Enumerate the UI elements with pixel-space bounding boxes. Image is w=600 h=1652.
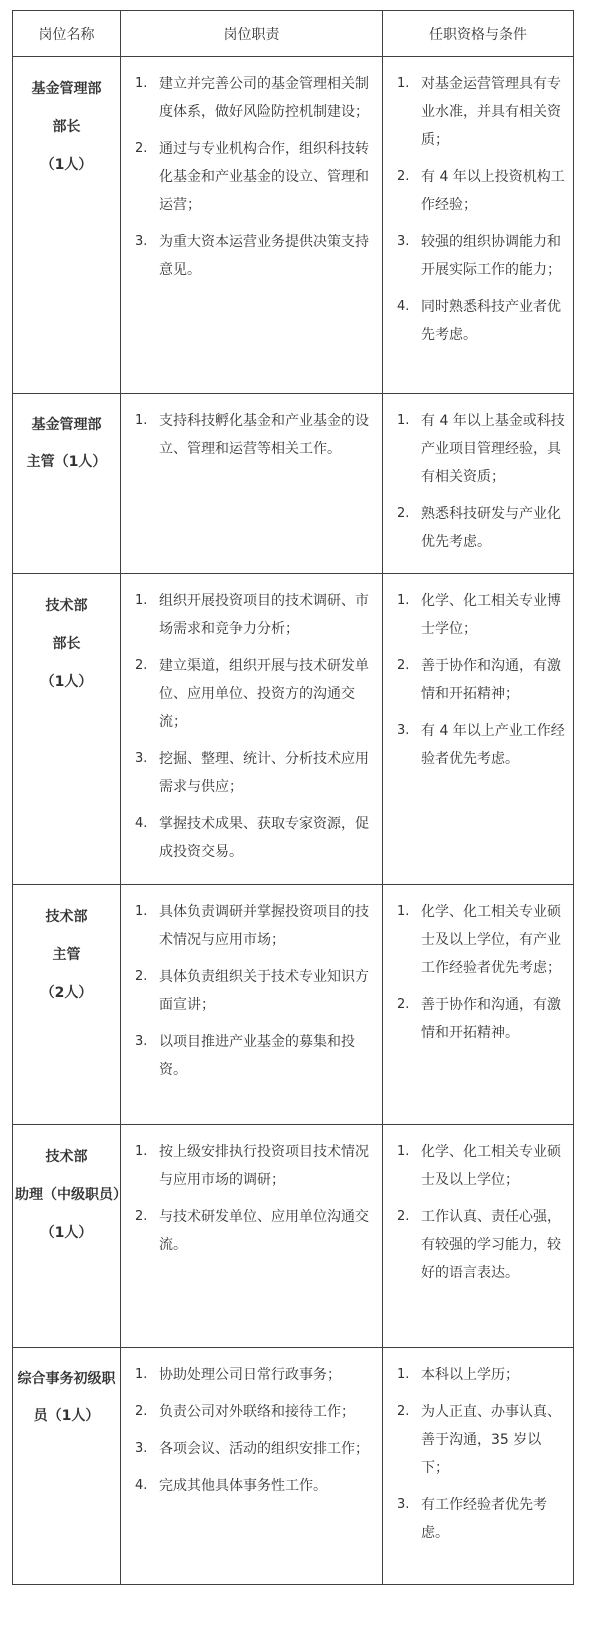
item-text: 有工作经验者优先考虑。 xyxy=(421,1497,547,1541)
position-name-cell xyxy=(13,574,121,885)
table-row xyxy=(13,1125,574,1348)
position-name-line: 助理（中级职员） xyxy=(15,1187,127,1203)
table-header-row xyxy=(13,11,574,57)
item-number: 2. xyxy=(397,658,410,673)
item-number: 2. xyxy=(135,658,148,673)
item-text: 本科以上学历； xyxy=(421,1367,519,1383)
table-row xyxy=(13,574,574,885)
list-item xyxy=(121,1028,376,1084)
item-text: 善于协作和沟通，有激情和开拓精神； xyxy=(421,658,561,702)
qualifications-cell xyxy=(383,1125,574,1348)
duties-cell xyxy=(121,1348,383,1585)
item-number: 3. xyxy=(397,234,410,249)
header-position-name: 岗位名称 xyxy=(13,11,121,57)
list-item xyxy=(121,963,376,1019)
position-name-line: 员（1人） xyxy=(33,1408,100,1424)
item-text: 通过与专业机构合作，组织科技转化基金和产业基金的设立、管理和运营； xyxy=(159,141,369,213)
list-item xyxy=(121,1203,376,1259)
list-item xyxy=(383,500,567,556)
item-text: 建立渠道，组织开展与技术研发单位、应用单位、投资方的沟通交流； xyxy=(159,658,369,730)
list-item xyxy=(383,587,567,643)
list-item xyxy=(121,587,376,643)
item-number: 1. xyxy=(397,1144,410,1159)
item-number: 2. xyxy=(397,1209,410,1224)
list-item xyxy=(383,1398,567,1482)
item-number: 3. xyxy=(135,1034,148,1049)
item-number: 3. xyxy=(397,1497,410,1512)
table-row xyxy=(13,57,574,394)
list-item xyxy=(121,1472,376,1500)
item-text: 化学、化工相关专业博士学位； xyxy=(421,593,561,637)
item-text: 有 4 年以上产业工作经验者优先考虑。 xyxy=(421,723,565,767)
duties-list xyxy=(121,407,376,463)
qualifications-list xyxy=(383,70,567,349)
item-number: 3. xyxy=(135,1441,148,1456)
position-name-line: 综合事务初级职 xyxy=(17,1371,116,1387)
list-item xyxy=(383,163,567,219)
position-name-line: （1人） xyxy=(40,1225,93,1241)
qualifications-cell xyxy=(383,394,574,574)
item-number: 1. xyxy=(397,413,410,428)
list-item xyxy=(383,293,567,349)
list-item xyxy=(121,135,376,219)
position-name-line: 部长 xyxy=(52,119,81,135)
position-name-cell xyxy=(13,1348,121,1585)
item-text: 完成其他具体事务性工作。 xyxy=(159,1478,327,1494)
qualifications-cell xyxy=(383,885,574,1125)
table-body xyxy=(13,57,574,1585)
qualifications-list xyxy=(383,1361,567,1547)
item-text: 建立并完善公司的基金管理相关制度体系，做好风险防控机制建设； xyxy=(159,76,369,120)
position-name-cell xyxy=(13,57,121,394)
duties-list xyxy=(121,70,376,284)
item-number: 1. xyxy=(397,1367,410,1382)
item-number: 3. xyxy=(135,234,148,249)
item-number: 2. xyxy=(135,1404,148,1419)
item-text: 按上级安排执行投资项目技术情况与应用市场的调研； xyxy=(159,1144,369,1188)
table-row xyxy=(13,885,574,1125)
item-number: 2. xyxy=(397,1404,410,1419)
item-number: 2. xyxy=(135,969,148,984)
item-text: 负责公司对外联络和接待工作； xyxy=(159,1404,355,1420)
list-item xyxy=(121,1138,376,1194)
item-text: 支持科技孵化基金和产业基金的设立、管理和运营等相关工作。 xyxy=(159,413,369,457)
list-item xyxy=(121,810,376,866)
item-text: 有 4 年以上基金或科技产业项目管理经验，具有相关资质； xyxy=(421,413,565,485)
item-text: 工作认真、责任心强，有较强的学习能力，较好的语言表达。 xyxy=(421,1209,561,1281)
qualifications-cell xyxy=(383,57,574,394)
table-row xyxy=(13,1348,574,1585)
duties-list xyxy=(121,1138,376,1259)
item-number: 2. xyxy=(135,1209,148,1224)
list-item xyxy=(121,407,376,463)
item-number: 4. xyxy=(135,1478,148,1493)
duties-cell xyxy=(121,885,383,1125)
position-name-cell xyxy=(13,394,121,574)
item-text: 掌握技术成果、获取专家资源，促成投资交易。 xyxy=(159,816,369,860)
duties-cell xyxy=(121,574,383,885)
item-text: 对基金运营管理具有专业水准，并具有相关资质； xyxy=(421,76,561,148)
item-text: 协助处理公司日常行政事务； xyxy=(159,1367,341,1383)
item-number: 1. xyxy=(135,413,148,428)
list-item xyxy=(383,717,567,773)
list-item xyxy=(121,652,376,736)
item-text: 组织开展投资项目的技术调研、市场需求和竞争力分析； xyxy=(159,593,369,637)
item-text: 具体负责组织关于技术专业知识方面宣讲； xyxy=(159,969,369,1013)
list-item xyxy=(383,652,567,708)
position-name-line: （2人） xyxy=(40,985,93,1001)
item-number: 1. xyxy=(397,904,410,919)
item-text: 以项目推进产业基金的募集和投资。 xyxy=(159,1034,355,1078)
list-item xyxy=(121,745,376,801)
position-name-line: 技术部 xyxy=(45,909,88,925)
item-number: 1. xyxy=(135,1144,148,1159)
list-item xyxy=(383,407,567,491)
item-number: 1. xyxy=(135,593,148,608)
item-number: 4. xyxy=(135,816,148,831)
item-number: 3. xyxy=(397,723,410,738)
qualifications-list xyxy=(383,407,567,556)
duties-cell xyxy=(121,394,383,574)
duties-cell xyxy=(121,57,383,394)
list-item xyxy=(383,70,567,154)
header-qualifications: 任职资格与条件 xyxy=(383,11,574,57)
position-name-line: （1人） xyxy=(40,674,93,690)
job-positions-table xyxy=(12,10,574,1585)
position-name-line: 基金管理部 xyxy=(31,417,102,433)
qualifications-list xyxy=(383,898,567,1047)
item-text: 有 4 年以上投资机构工作经验； xyxy=(421,169,565,213)
position-name-cell xyxy=(13,1125,127,1348)
list-item xyxy=(383,228,567,284)
item-text: 较强的组织协调能力和开展实际工作的能力； xyxy=(421,234,561,278)
item-text: 善于协作和沟通，有激情和开拓精神。 xyxy=(421,997,561,1041)
item-number: 4. xyxy=(397,299,410,314)
position-name-line: 技术部 xyxy=(45,598,88,614)
qualifications-list xyxy=(383,587,567,773)
item-number: 1. xyxy=(397,76,410,91)
position-name-cell xyxy=(13,885,121,1125)
item-text: 具体负责调研并掌握投资项目的技术情况与应用市场； xyxy=(159,904,369,948)
item-number: 1. xyxy=(135,76,148,91)
duties-list xyxy=(121,1361,376,1500)
item-number: 2. xyxy=(135,141,148,156)
table-row xyxy=(13,394,574,574)
item-text: 为重大资本运营业务提供决策支持意见。 xyxy=(159,234,369,278)
list-item xyxy=(383,1203,567,1287)
item-text: 与技术研发单位、应用单位沟通交流。 xyxy=(159,1209,369,1253)
item-number: 2. xyxy=(397,169,410,184)
duties-list xyxy=(121,587,376,866)
item-number: 3. xyxy=(135,751,148,766)
qualifications-cell xyxy=(383,574,574,885)
list-item xyxy=(383,1361,567,1389)
item-text: 熟悉科技研发与产业化优先考虑。 xyxy=(421,506,561,550)
item-number: 1. xyxy=(135,1367,148,1382)
position-name-line: 主管 xyxy=(52,947,81,963)
qualifications-cell xyxy=(383,1348,574,1585)
item-text: 化学、化工相关专业硕士及以上学位，有产业工作经验者优先考虑； xyxy=(421,904,561,976)
position-name-line: 主管（1人） xyxy=(26,454,107,470)
qualifications-list xyxy=(383,1138,567,1287)
list-item xyxy=(383,1138,567,1194)
duties-list xyxy=(121,898,376,1084)
item-text: 同时熟悉科技产业者优先考虑。 xyxy=(421,299,561,343)
list-item xyxy=(383,991,567,1047)
item-number: 2. xyxy=(397,997,410,1012)
item-text: 为人正直、办事认真、善于沟通，35 岁以下； xyxy=(421,1404,561,1476)
position-name-line: 技术部 xyxy=(45,1149,88,1165)
list-item xyxy=(383,1491,567,1547)
duties-cell xyxy=(121,1125,383,1348)
item-text: 挖掘、整理、统计、分析技术应用需求与供应； xyxy=(159,751,369,795)
list-item xyxy=(121,1361,376,1389)
item-number: 2. xyxy=(397,506,410,521)
position-name-line: 基金管理部 xyxy=(31,81,102,97)
header-duties: 岗位职责 xyxy=(121,11,383,57)
list-item xyxy=(121,70,376,126)
item-text: 化学、化工相关专业硕士及以上学位； xyxy=(421,1144,561,1188)
list-item xyxy=(121,1435,376,1463)
position-name-line: （1人） xyxy=(40,157,93,173)
list-item xyxy=(383,898,567,982)
list-item xyxy=(121,1398,376,1426)
list-item xyxy=(121,228,376,284)
position-name-line: 部长 xyxy=(52,636,81,652)
item-number: 1. xyxy=(135,904,148,919)
item-number: 1. xyxy=(397,593,410,608)
item-text: 各项会议、活动的组织安排工作； xyxy=(159,1441,369,1457)
list-item xyxy=(121,898,376,954)
